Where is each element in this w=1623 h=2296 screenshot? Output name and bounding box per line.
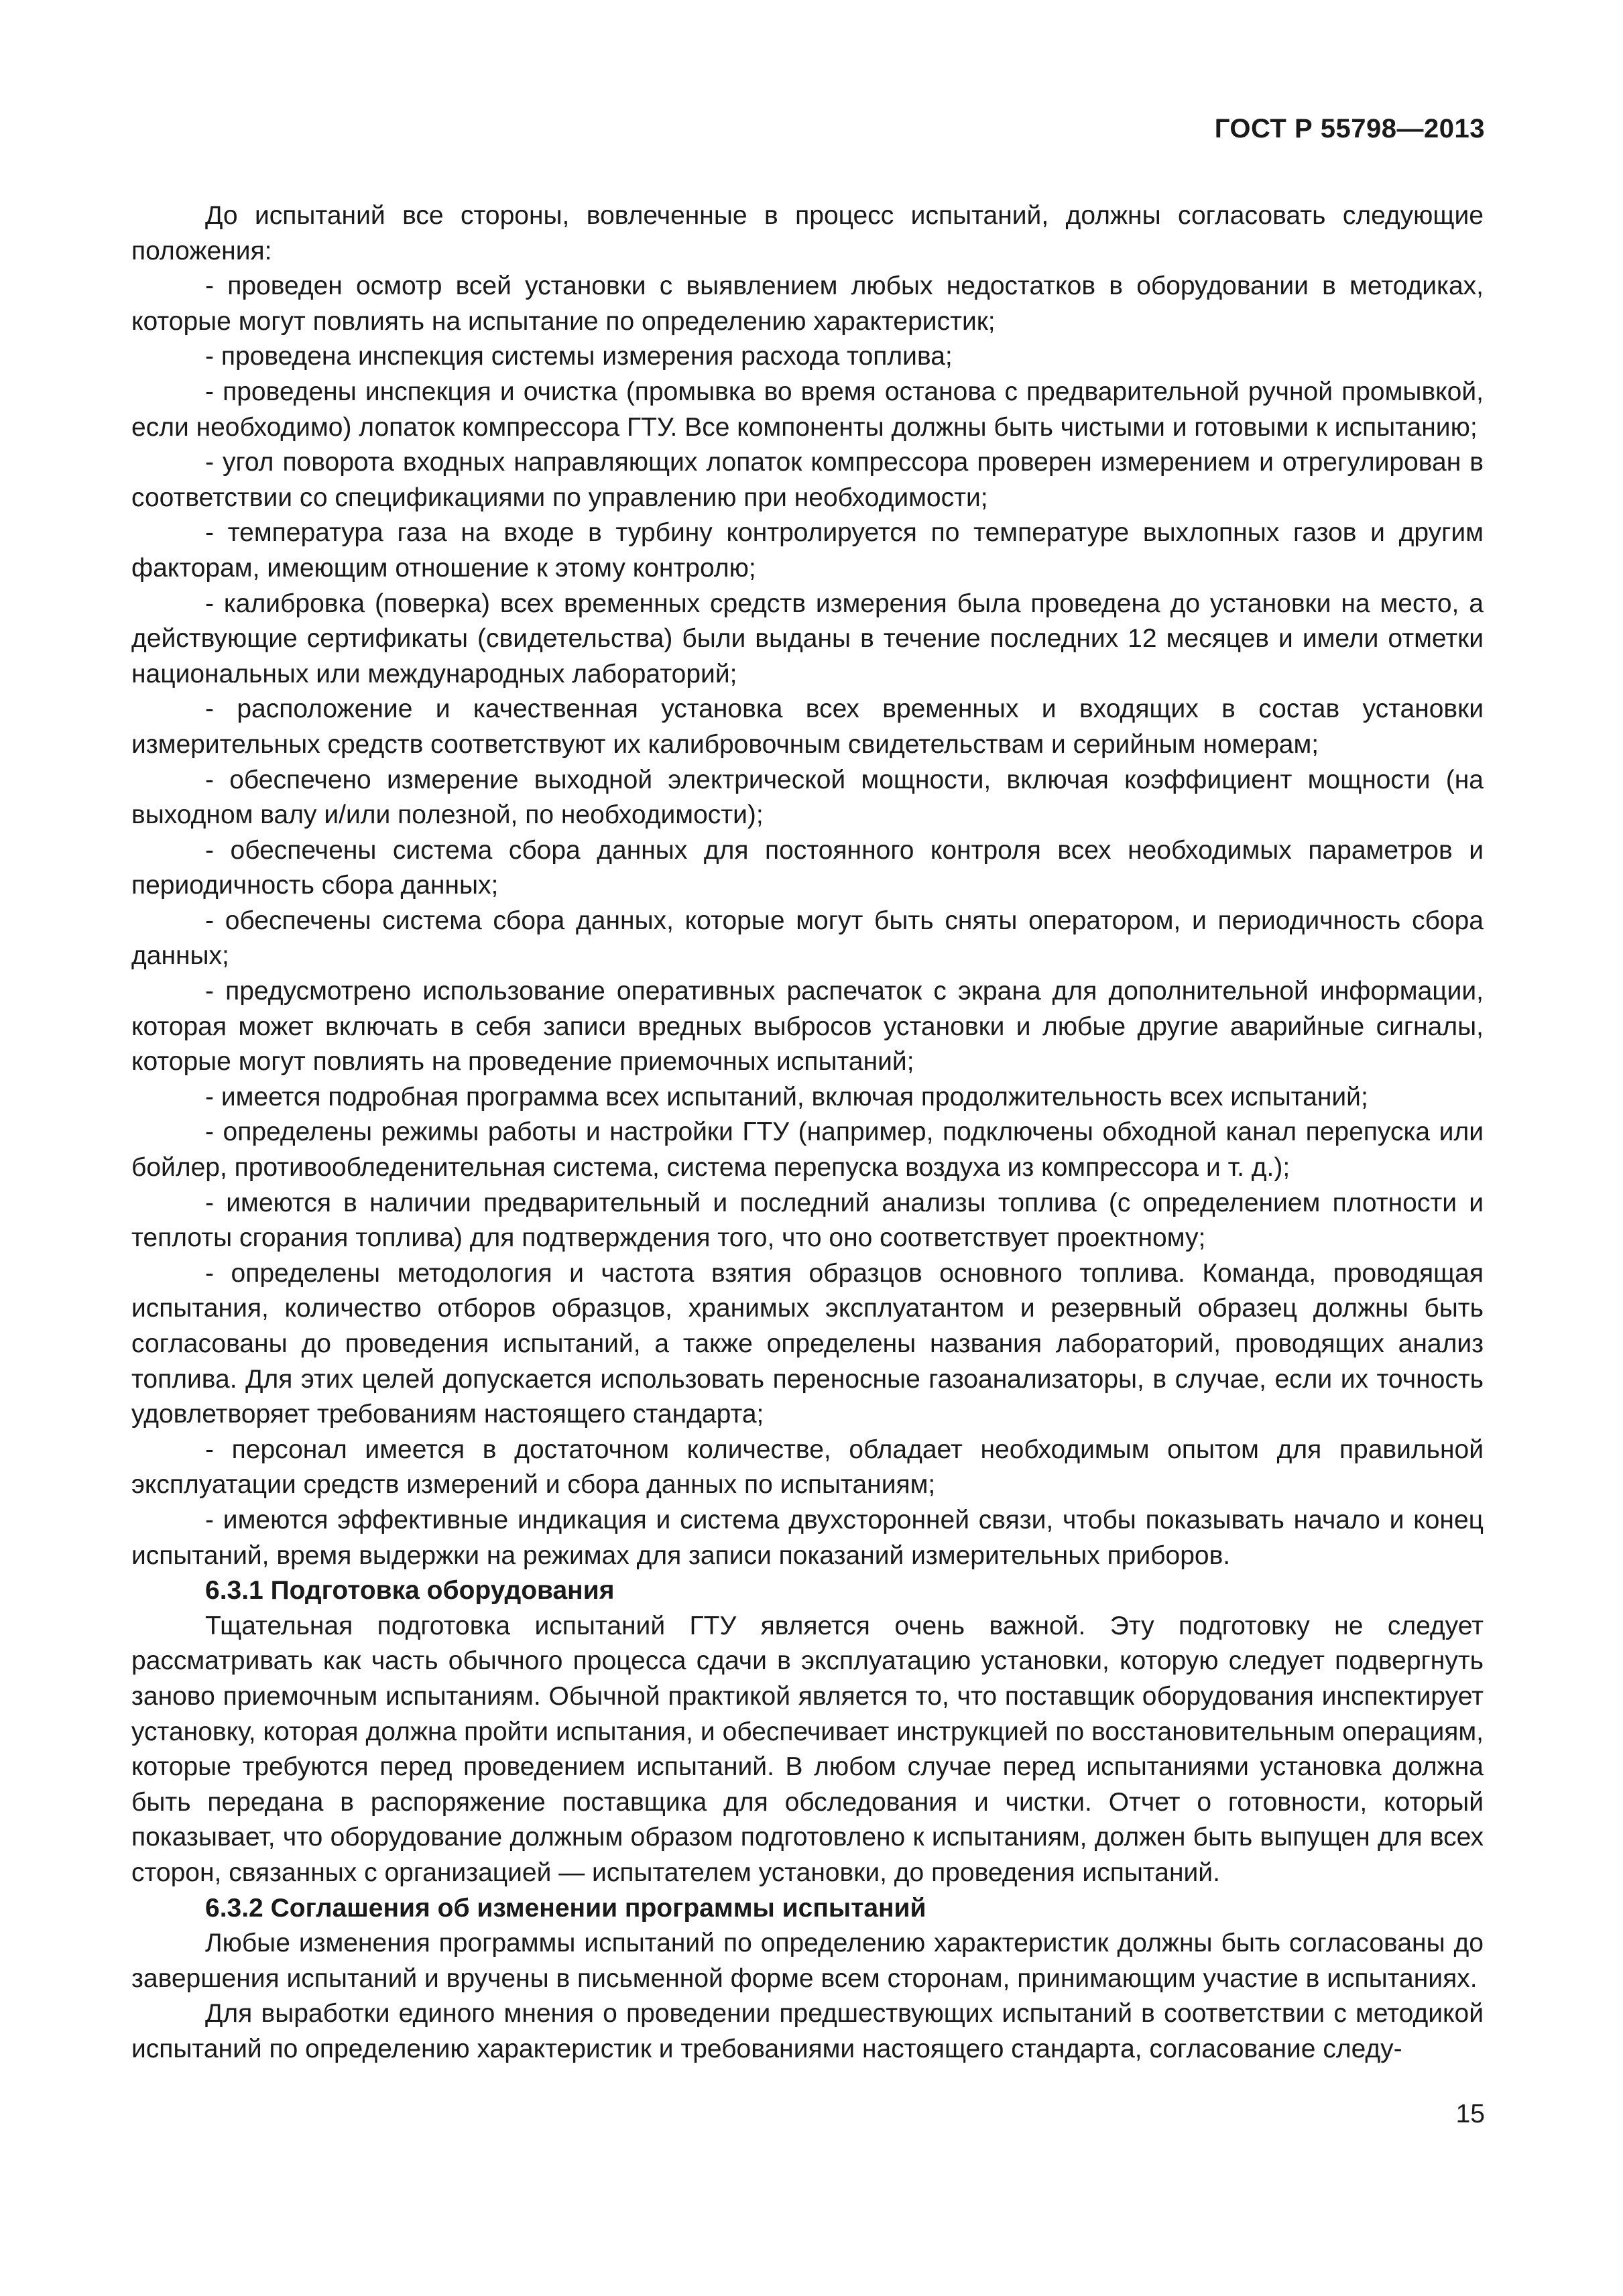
- section-6-3-2-paragraph: Для выработки единого мнения о проведении предшествующих испытаний в соответствии с методикой испытаний по определению характеристик и требованиями настоящего стандарта, согласование следу-: [131, 1999, 1484, 2063]
- list-item: - обеспечены система сбора данных для постоянного контроля всех необходимых параметров и периодичность сбора данных;: [131, 835, 1484, 900]
- list-item: - расположение и качественная установка всех временных и входящих в состав установки измерительных средств соответствуют их калибровочным свидетельствам и серийным номерам;: [131, 694, 1484, 759]
- page-number: 15: [1455, 2100, 1485, 2128]
- list-item: - угол поворота входных направляющих лопаток компрессора проверен измерением и отрегулирован в соответствии со спецификациями по управлению при необходимости;: [131, 448, 1484, 512]
- section-heading-6-3-2: 6.3.2 Соглашения об изменении программы испытаний: [205, 1893, 926, 1923]
- section-6-3-1-paragraph: Тщательная подготовка испытаний ГТУ является очень важной. Эту подготовку не следует рассматривать как часть обычного процесса сдачи в эксплуатацию установки, которую следует подвергнуть заново приемочным испытаниям. Обычной практикой является то, что поставщик оборудования инспектирует установку, которая должна пройти испытания, и обеспечивает инструкцией по восстановительным операциям, которые требуются перед проведением испытаний. В любом случае перед испытаниями установка должна быть передана в распоряжение поставщика для обследования и чистки. Отчет о готовности, который показывает, что оборудование должным образом подготовлено к испытаниям, должен быть выпущен для всех сторон, связанных с организацией — испытателем установки, до проведения испытаний.: [131, 1611, 1484, 1887]
- section-heading-6-3-1: 6.3.1 Подготовка оборудования: [205, 1576, 615, 1606]
- document-body: [131, 198, 1484, 2067]
- list-item: - обеспечены система сбора данных, которые могут быть сняты оператором, и периодичность сбора данных;: [131, 906, 1484, 971]
- section-6-3-2-paragraph: Любые изменения программы испытаний по определению характеристик должны быть согласованы до завершения испытаний и вручены в письменной форме всем сторонам, принимающим участие в испытаниях.: [131, 1929, 1484, 1993]
- list-item: - определены режимы работы и настройки ГТУ (например, подключены обходной канал перепуска или бойлер, противообледенительная система, система перепуска воздуха из компрессора и т. д.);: [131, 1117, 1484, 1183]
- list-item: - проведены инспекция и очистка (промывка во время останова с предварительной ручной промывкой, если необходимо) лопаток компрессора ГТУ. Все компоненты должны быть чистыми и готовыми к испытанию;: [131, 377, 1484, 442]
- list-item: - определены методология и частота взятия образцов основного топлива. Команда, проводящая испытания, количество отборов образцов, хранимых эксплуатантом и резервный образец должны быть согласованы до проведения испытаний, а также определены названия лабораторий, проводящих анализ топлива. Для этих целей допускается использовать переносные газоанализаторы, в случае, если их точность удовлетворяет требованиям настоящего стандарта;: [131, 1258, 1484, 1429]
- standard-designation: ГОСТ Р 55798—2013: [1214, 114, 1485, 143]
- list-item: - имеются в наличии предварительный и последний анализы топлива (с определением плотности и теплоты сгорания топлива) для подтверждения того, что оно соответствует проектному;: [131, 1188, 1484, 1253]
- list-item: - обеспечено измерение выходной электрической мощности, включая коэффициент мощности (на выходном валу и/или полезной, по необходимости);: [131, 765, 1484, 830]
- list-item: - калибровка (поверка) всех временных средств измерения была проведена до установки на место, а действующие сертификаты (свидетельства) были выданы в течение последних 12 месяцев и имели отметки национальных или международных лабораторий;: [131, 589, 1484, 688]
- list-item: - проведен осмотр всей установки с выявлением любых недостатков в оборудовании в методиках, которые могут повлиять на испытание по определению характеристик;: [131, 271, 1484, 336]
- list-item: - имеются эффективные индикация и система двухсторонней связи, чтобы показывать начало и конец испытаний, время выдержки на режимах для записи показаний измерительных приборов.: [131, 1505, 1484, 1570]
- list-item: - температура газа на входе в турбину контролируется по температуре выхлопных газов и другим факторам, имеющим отношение к этому контролю;: [131, 518, 1484, 583]
- intro-paragraph: До испытаний все стороны, вовлеченные в процесс испытаний, должны согласовать следующие положения:: [131, 201, 1484, 265]
- list-item: - персонал имеется в достаточном количестве, обладает необходимым опытом для правильной эксплуатации средств измерений и сбора данных по испытаниям;: [131, 1435, 1484, 1500]
- list-item: - предусмотрено использование оперативных распечаток с экрана для дополнительной информации, которая может включать в себя записи вредных выбросов установки и любые другие аварийные сигналы, которые могут повлиять на проведение приемочных испытаний;: [131, 977, 1484, 1077]
- list-item: - проведена инспекция системы измерения расхода топлива;: [205, 342, 953, 371]
- list-item: - имеется подробная программа всех испытаний, включая продолжительность всех испытаний;: [205, 1082, 1368, 1111]
